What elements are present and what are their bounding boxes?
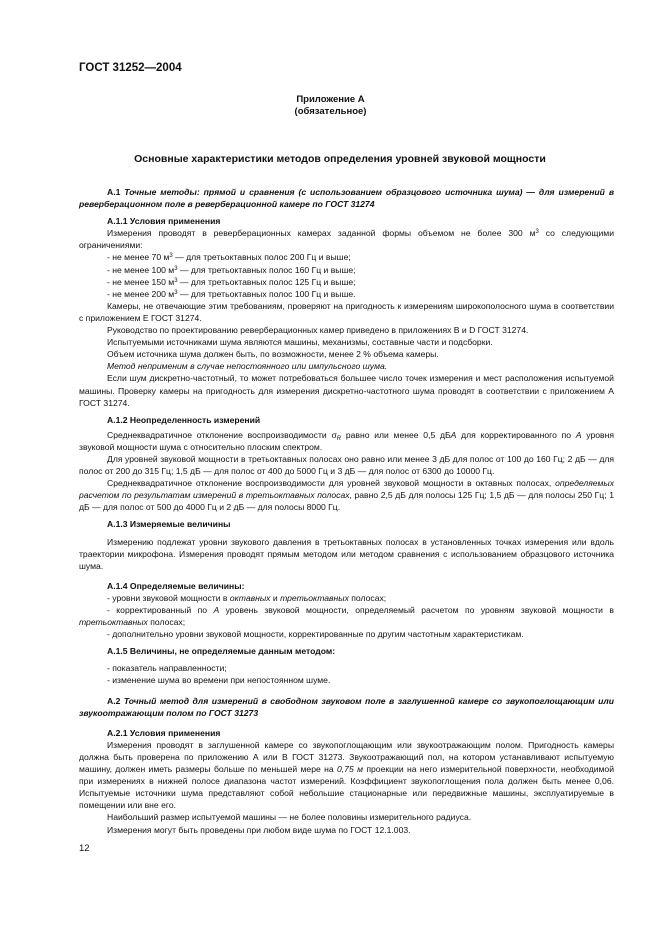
text: - не менее 150 м <box>107 276 175 287</box>
paragraph: Измерению подлежат уровни звукового давления в третьоктавных полосах в установленных точках измерения или вдоль траектории микрофона. Измерения проводят прямым методом или методом сравнения с использованием образцового источника шума. <box>79 536 614 571</box>
document-body <box>79 186 614 836</box>
paragraph <box>79 739 614 812</box>
appendix-heading <box>0 94 661 118</box>
section-a21-heading: А.2.1 Условия применения <box>107 727 221 738</box>
text: октавных <box>229 592 271 603</box>
section-a12-heading: А.1.2 Неопределенность измерений <box>107 414 261 425</box>
text: — для третьоктавных полос 200 Гц и выше; <box>172 252 351 263</box>
text: A <box>213 605 220 615</box>
section-a14-heading: А.1.4 Определяемые величины: <box>107 580 245 591</box>
text: - не менее 70 м <box>107 252 170 263</box>
paragraph: Испытуемыми источниками шума являются машины, механизмы, составные части и подсборки. <box>107 337 493 348</box>
section-a2-number: А.2 <box>107 695 121 706</box>
text: проекции на него измерительной поверхности, необходимой при измерениях в нижней полосе диапазона частот измерений. Коэффициент звукопоглощения пола должен быть менее 0,06. Испытуемые источники шума представляют собой небольшие стационарные или передвижные машины, эксплуатируемые в помещении или вне его. <box>79 764 615 811</box>
superscript: 3 <box>169 253 173 260</box>
text: равно или менее 0,5 дБ <box>341 429 451 440</box>
section-a2-text: Точный метод для измерений в свободном звуковом поле в заглушенной камере со звукопоглощающим или звукоотражающим полом по ГОСТ 31273 <box>79 695 614 718</box>
list-item <box>79 288 614 300</box>
text: уровня звуковой мощности шума с относительно плоским спектром. <box>79 429 614 452</box>
text: полосах; <box>147 617 186 628</box>
text: — для третьоктавных полос 160 Гц и выше; <box>177 264 356 275</box>
section-a1-number: А.1 <box>107 187 121 197</box>
text: - не менее 200 м <box>107 288 175 299</box>
list-item <box>79 276 614 288</box>
subscript: R <box>336 435 342 442</box>
superscript: 3 <box>174 265 178 272</box>
section-a2-title <box>79 695 614 719</box>
text: — для третьоктавных полос 125 Гц и выше; <box>177 276 356 287</box>
text: и <box>270 592 281 603</box>
paragraph: Для уровней звуковой мощности в третьоктавных полосах оно равно или менее 3 дБ для полос от 100 до 160 Гц; 2 дБ — для полос от 200 до 315 Гц; 1,5 дБ — для полос от 400 до 5000 Гц и 3 дБ — для полос от 6300 до 10000 Гц. <box>79 453 614 477</box>
text: , равно 2,5 дБ для полосы 125 Гц; 1,5 дБ — для полосы 250 Гц; 1 дБ — для полос от 500 до 4000 Гц и 2 дБ — для полосы 8000 Гц. <box>79 490 614 513</box>
paragraph <box>79 227 614 251</box>
superscript: 3 <box>174 289 178 296</box>
standard-header: ГОСТ 31252—2004 <box>79 62 182 74</box>
section-a15-heading: А.1.5 Величины, не определяемые данным методом: <box>107 646 336 657</box>
text: - не менее 100 м <box>107 264 175 275</box>
section-a1-text: Точные методы: прямой и сравнения (с использованием образцового источника шума) — для измерений в реверберационном поле в реверберационной камере по ГОСТ 31274 <box>79 187 615 210</box>
text: — для третьоктавных полос 100 Гц и выше. <box>177 288 356 299</box>
paragraph: Объем источника шума должен быть, по возможности, менее 2 % объема камеры. <box>107 349 439 360</box>
section-a1-title <box>79 186 614 210</box>
text: 0,75 м <box>337 764 363 775</box>
superscript: 3 <box>535 229 539 236</box>
paragraph: Наибольший размер испытуемой машины — не более половины измерительного радиуса. <box>107 812 472 823</box>
text: уровень звуковой мощности, определяемый расчетом по уровням звуковой мощности в <box>219 605 614 615</box>
text: Измерения проводят в заглушенной камере со звукопоглощающим или звукоотражающим полом. Пригодность камеры должна быть проверена по приложению А или В ГОСТ 31273. Звукоотражающий пол, на котором устанавливают испытуемую машину, должен иметь размеры больше по меньшей мере на <box>79 739 614 775</box>
text: - корректированный по <box>107 605 214 615</box>
text: для корректированного по <box>456 429 576 440</box>
list-item <box>79 251 614 263</box>
text: - уровни звуковой мощности в <box>107 592 230 603</box>
paragraph <box>79 429 614 453</box>
text: Среднеквадратичное отклонение воспроизводимости σ <box>107 429 337 440</box>
text: третьоктавных <box>280 592 349 603</box>
appendix-note: (обязательное) <box>294 106 367 117</box>
text: Среднеквадратичное отклонение воспроизводимости для уровней звуковой мощности в октавных полосах, <box>107 478 556 489</box>
appendix-title: Приложение А <box>296 94 365 105</box>
list-item <box>79 592 614 604</box>
list-item: - показатель направленности; <box>107 663 227 674</box>
list-item: - дополнительно уровни звуковой мощности, корректированные по другим частотным характеристикам. <box>107 629 524 640</box>
paragraph: Измерения могут быть проведены при любом виде шума по ГОСТ 12.1.003. <box>107 824 411 835</box>
text: A <box>575 429 582 440</box>
page-number: 12 <box>79 843 90 854</box>
text: полосах; <box>348 592 387 603</box>
text: A <box>450 429 457 440</box>
superscript: 3 <box>174 277 178 284</box>
paragraph: Метод неприменим в случае непостоянного или импульсного шума. <box>107 361 388 372</box>
list-item: - изменение шума во времени при непостоянном шуме. <box>107 675 331 686</box>
paragraph: Камеры, не отвечающие этим требованиям, проверяют на пригодность к измерениям широкополосного шума в соответствии с приложением Е ГОСТ 31274. <box>79 300 614 323</box>
paragraph: Руководство по проектированию реверберационных камер приведено в приложениях В и D ГОСТ 31274. <box>107 325 529 336</box>
main-title: Основные характеристики методов определения уровней звуковой мощности <box>134 153 546 165</box>
paragraph: Если шум дискретно-частотный, то может потребоваться большее число точек измерения и мест расположения испытуемой машины. Проверку камеры на пригодность для измерения дискретно-частотного шума проводят в соответствии с приложением А ГОСТ 31274. <box>79 373 614 408</box>
text: определяемых расчетом по результатам измерений в третьоктавных полосах <box>79 478 614 501</box>
list-item <box>79 264 614 276</box>
section-a11-heading: А.1.1 Условия применения <box>107 216 221 227</box>
text: со следующими ограничениями: <box>79 228 614 251</box>
paragraph <box>79 477 614 513</box>
text: третьоктавных <box>79 617 148 628</box>
text: Измерения проводят в реверберационных камерах заданной формы объемом не более 300 м <box>107 228 536 239</box>
list-item <box>79 604 614 628</box>
section-a13-heading: А.1.3 Измеряемые величины <box>107 519 231 530</box>
